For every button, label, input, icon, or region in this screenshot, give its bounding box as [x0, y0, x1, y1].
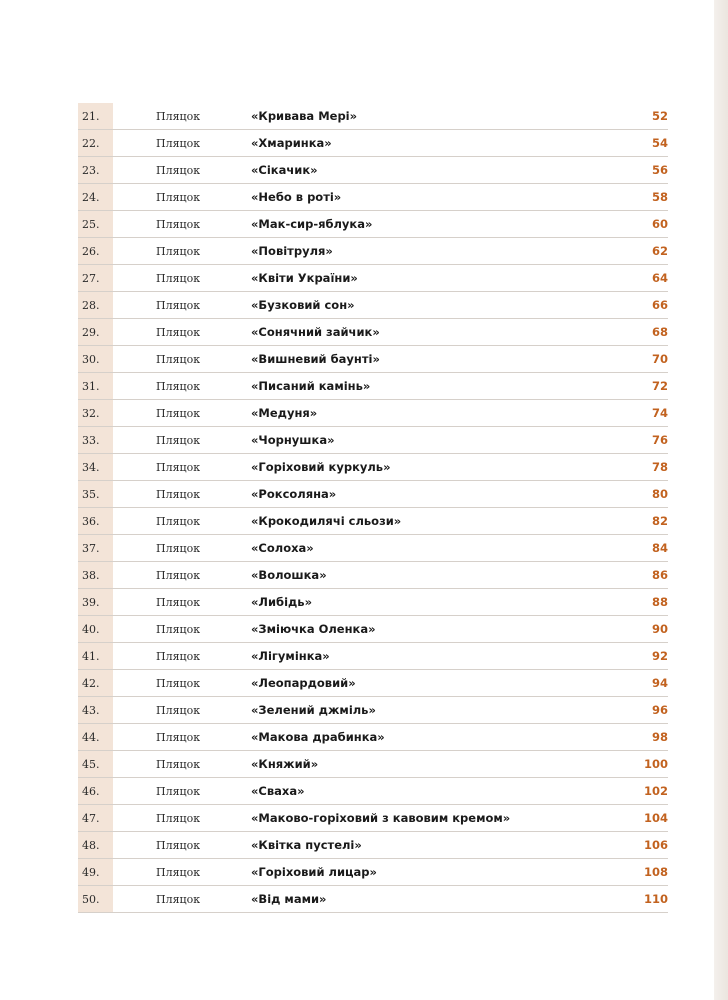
toc-row[interactable] — [78, 805, 668, 832]
entry-title: «Княжий» — [251, 757, 319, 771]
toc-row[interactable] — [78, 562, 668, 589]
entry-type: Пляцок — [156, 541, 201, 555]
entry-number: 29. — [78, 319, 113, 345]
entry-type: Пляцок — [156, 784, 201, 798]
entry-title: «Мак-сир-яблука» — [251, 217, 373, 231]
toc-row[interactable] — [78, 535, 668, 562]
entry-type: Пляцок — [156, 622, 201, 636]
entry-page-number: 56 — [651, 163, 668, 177]
entry-title: «Медуня» — [251, 406, 318, 420]
entry-title: «Небо в роті» — [251, 190, 342, 204]
toc-row[interactable] — [78, 238, 668, 265]
entry-page-number: 98 — [651, 730, 668, 744]
entry-number: 36. — [78, 508, 113, 534]
entry-number: 21. — [78, 103, 113, 129]
entry-title: «Волошка» — [251, 568, 327, 582]
entry-number: 23. — [78, 157, 113, 183]
entry-type: Пляцок — [156, 487, 201, 501]
entry-page-number: 52 — [651, 109, 668, 123]
entry-type: Пляцок — [156, 892, 201, 906]
table-of-contents — [78, 103, 668, 913]
toc-row[interactable] — [78, 697, 668, 724]
entry-type: Пляцок — [156, 190, 201, 204]
entry-title: «Сваха» — [251, 784, 305, 798]
entry-type: Пляцок — [156, 163, 201, 177]
entry-page-number: 94 — [651, 676, 668, 690]
entry-number: 42. — [78, 670, 113, 696]
entry-number: 46. — [78, 778, 113, 804]
entry-title: «Вишневий баунті» — [251, 352, 380, 366]
entry-title: «Зелений джміль» — [251, 703, 376, 717]
entry-number: 26. — [78, 238, 113, 264]
entry-page-number: 104 — [643, 811, 668, 825]
entry-title: «Солоха» — [251, 541, 314, 555]
entry-page-number: 108 — [643, 865, 668, 879]
entry-title: «Маково-горіховий з кавовим кремом» — [251, 811, 511, 825]
entry-type: Пляцок — [156, 406, 201, 420]
entry-title: «Макова драбинка» — [251, 730, 385, 744]
toc-row[interactable] — [78, 427, 668, 454]
entry-page-number: 76 — [651, 433, 668, 447]
entry-page-number: 78 — [651, 460, 668, 474]
entry-page-number: 90 — [651, 622, 668, 636]
page-edge-shadow — [714, 0, 728, 1000]
entry-type: Пляцок — [156, 136, 201, 150]
entry-page-number: 58 — [651, 190, 668, 204]
entry-title: «Горіховий лицар» — [251, 865, 377, 879]
toc-row[interactable] — [78, 589, 668, 616]
toc-row[interactable] — [78, 643, 668, 670]
entry-number: 31. — [78, 373, 113, 399]
entry-title: «Лігумінка» — [251, 649, 330, 663]
entry-page-number: 66 — [651, 298, 668, 312]
entry-title: «Либідь» — [251, 595, 312, 609]
entry-title: «Квітка пустелі» — [251, 838, 362, 852]
entry-page-number: 86 — [651, 568, 668, 582]
entry-number: 44. — [78, 724, 113, 750]
entry-number: 47. — [78, 805, 113, 831]
entry-type: Пляцок — [156, 460, 201, 474]
entry-type: Пляцок — [156, 325, 201, 339]
entry-type: Пляцок — [156, 379, 201, 393]
entry-number: 43. — [78, 697, 113, 723]
entry-number: 41. — [78, 643, 113, 669]
entry-type: Пляцок — [156, 433, 201, 447]
entry-type: Пляцок — [156, 838, 201, 852]
entry-number: 40. — [78, 616, 113, 642]
entry-title: «Повітруля» — [251, 244, 333, 258]
entry-page-number: 96 — [651, 703, 668, 717]
entry-number: 49. — [78, 859, 113, 885]
entry-number: 24. — [78, 184, 113, 210]
entry-number: 50. — [78, 886, 113, 912]
entry-type: Пляцок — [156, 298, 201, 312]
toc-row[interactable] — [78, 292, 668, 319]
entry-page-number: 106 — [643, 838, 668, 852]
entry-type: Пляцок — [156, 811, 201, 825]
toc-row[interactable] — [78, 184, 668, 211]
entry-number: 38. — [78, 562, 113, 588]
entry-type: Пляцок — [156, 703, 201, 717]
entry-number: 25. — [78, 211, 113, 237]
toc-row[interactable] — [78, 319, 668, 346]
entry-title: «Хмаринка» — [251, 136, 332, 150]
entry-page-number: 88 — [651, 595, 668, 609]
toc-row[interactable] — [78, 508, 668, 535]
entry-type: Пляцок — [156, 244, 201, 258]
entry-page-number: 74 — [651, 406, 668, 420]
entry-title: «Леопардовий» — [251, 676, 356, 690]
entry-page-number: 102 — [643, 784, 668, 798]
entry-title: «Роксоляна» — [251, 487, 337, 501]
entry-type: Пляцок — [156, 730, 201, 744]
toc-row[interactable] — [78, 724, 668, 751]
entry-number: 22. — [78, 130, 113, 156]
entry-number: 37. — [78, 535, 113, 561]
entry-title: «Кривава Мері» — [251, 109, 358, 123]
entry-page-number: 54 — [651, 136, 668, 150]
toc-row[interactable] — [78, 103, 668, 130]
entry-type: Пляцок — [156, 271, 201, 285]
toc-row[interactable] — [78, 670, 668, 697]
entry-title: «Бузковий сон» — [251, 298, 355, 312]
toc-row[interactable] — [78, 751, 668, 778]
entry-title: «Чорнушка» — [251, 433, 335, 447]
toc-row[interactable] — [78, 211, 668, 238]
entry-type: Пляцок — [156, 352, 201, 366]
entry-page-number: 110 — [643, 892, 668, 906]
entry-title: «Крокодилячі сльози» — [251, 514, 402, 528]
entry-number: 30. — [78, 346, 113, 372]
entry-page-number: 84 — [651, 541, 668, 555]
entry-number: 28. — [78, 292, 113, 318]
entry-title: «Писаний камінь» — [251, 379, 371, 393]
entry-type: Пляцок — [156, 595, 201, 609]
toc-row[interactable] — [78, 859, 668, 886]
entry-page-number: 70 — [651, 352, 668, 366]
entry-title: «Від мами» — [251, 892, 327, 906]
entry-title: «Горіховий куркуль» — [251, 460, 391, 474]
entry-number: 45. — [78, 751, 113, 777]
entry-title: «Сонячний зайчик» — [251, 325, 380, 339]
entry-title: «Сікачик» — [251, 163, 318, 177]
entry-title: «Зміючка Оленка» — [251, 622, 376, 636]
entry-page-number: 68 — [651, 325, 668, 339]
entry-page-number: 72 — [651, 379, 668, 393]
toc-row[interactable] — [78, 886, 668, 913]
toc-row[interactable] — [78, 265, 668, 292]
entry-number: 48. — [78, 832, 113, 858]
toc-row[interactable] — [78, 616, 668, 643]
entry-page-number: 100 — [643, 757, 668, 771]
entry-number: 33. — [78, 427, 113, 453]
entry-number: 39. — [78, 589, 113, 615]
entry-type: Пляцок — [156, 514, 201, 528]
entry-number: 32. — [78, 400, 113, 426]
toc-row[interactable] — [78, 778, 668, 805]
entry-type: Пляцок — [156, 568, 201, 582]
entry-page-number: 64 — [651, 271, 668, 285]
entry-page-number: 80 — [651, 487, 668, 501]
entry-type: Пляцок — [156, 865, 201, 879]
entry-type: Пляцок — [156, 217, 201, 231]
entry-number: 35. — [78, 481, 113, 507]
entry-type: Пляцок — [156, 649, 201, 663]
entry-page-number: 82 — [651, 514, 668, 528]
entry-page-number: 60 — [651, 217, 668, 231]
toc-row[interactable] — [78, 400, 668, 427]
entry-number: 27. — [78, 265, 113, 291]
toc-row[interactable] — [78, 454, 668, 481]
entry-type: Пляцок — [156, 676, 201, 690]
entry-type: Пляцок — [156, 109, 201, 123]
entry-page-number: 92 — [651, 649, 668, 663]
toc-row[interactable] — [78, 346, 668, 373]
toc-row[interactable] — [78, 373, 668, 400]
toc-row[interactable] — [78, 832, 668, 859]
toc-row[interactable] — [78, 130, 668, 157]
entry-title: «Квіти України» — [251, 271, 358, 285]
entry-type: Пляцок — [156, 757, 201, 771]
entry-page-number: 62 — [651, 244, 668, 258]
toc-row[interactable] — [78, 481, 668, 508]
toc-row[interactable] — [78, 157, 668, 184]
entry-number: 34. — [78, 454, 113, 480]
